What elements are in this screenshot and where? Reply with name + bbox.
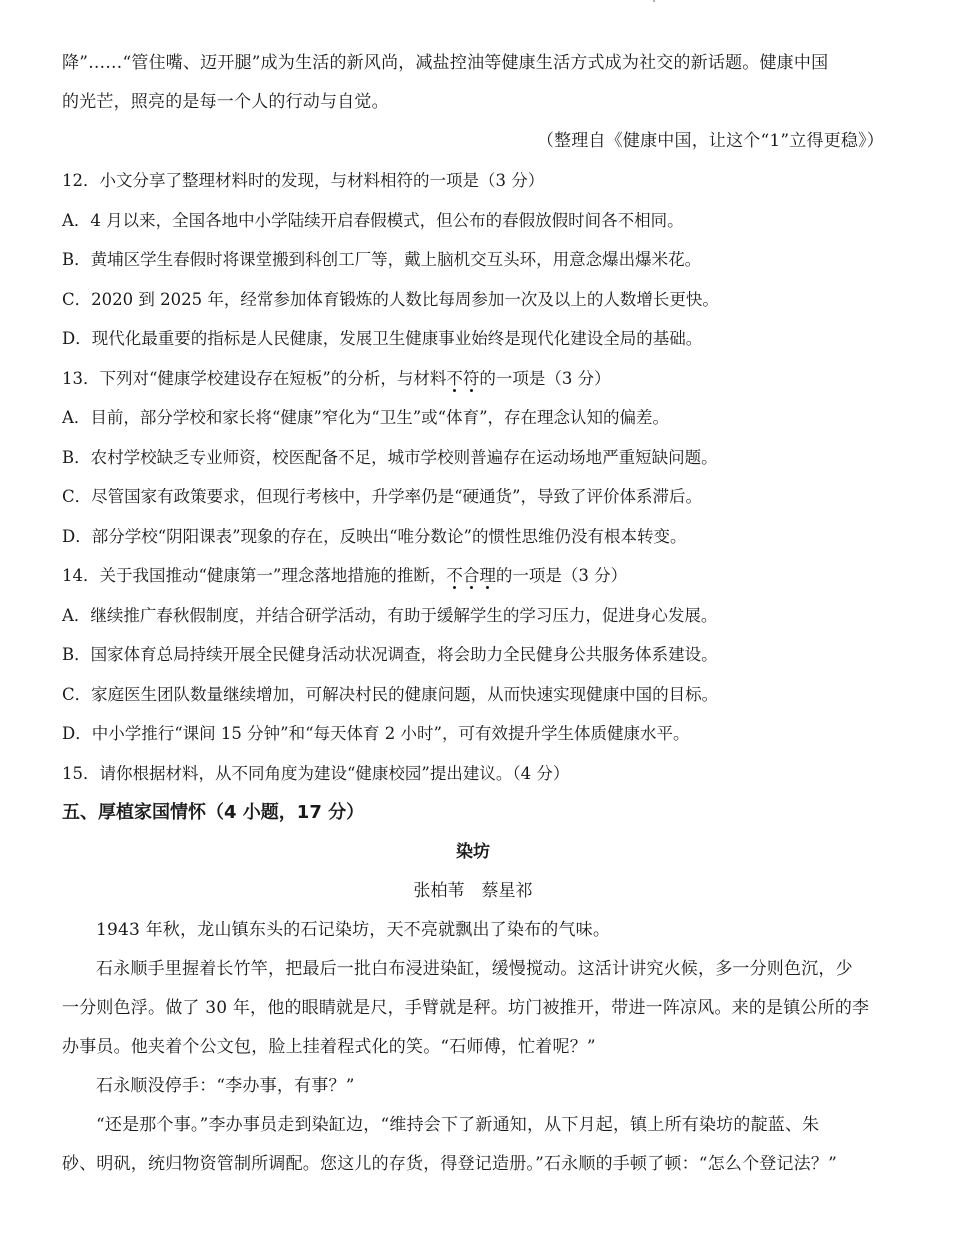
question-14-option-c: C．家庭医生团队数量继续增加，可解决村民的健康问题，从而快速实现健康中国的目标。 [62,684,719,704]
emphasis-char: 不 [446,368,463,388]
question-12-option-c: C．2020 到 2025 年，经常参加体育锻炼的人数比每周参加一次及以上的人数增长更快。 [62,289,719,309]
story-paragraph-continued: 砂、明矾，统归物资管制所调配。您这儿的存货，得登记造册。”石永顺的手顿了顿：“怎么个登记法？” [62,1154,837,1174]
story-paragraph: 石永顺没停手：“李办事，有事？” [96,1076,355,1096]
story-paragraph-continued: 办事员。他夹着个公文包，脸上挂着程式化的笑。“石师傅，忙着呢？” [62,1037,596,1057]
emphasis-char: 符 [462,368,480,388]
story-paragraph: 1943 年秋，龙山镇东头的石记染坊，天不亮就飘出了染布的气味。 [96,920,611,940]
question-13-option-c: C．尽管国家有政策要求，但现行考核中，升学率仍是“硬通货”，导致了评价体系滞后。 [62,487,702,506]
question-12-option-a: A．4 月以来，全国各地中小学陆续开启春假模式，但公布的春假放假时间各不相同。 [62,210,684,230]
stem-text: 的一项是（3 分） [495,566,628,585]
question-13-option-b: B．农村学校缺乏专业师资，校医配备不足，城市学校则普遍存在运动场地严重短缺问题。 [62,447,718,467]
story-paragraph: “还是那个事。”李办事员走到染缸边，“维持会下了新通知，从下月起，镇上所有染坊的靛蓝、朱 [96,1115,820,1135]
story-paragraph: 石永顺手里握着长竹竿，把最后一批白布浸进染缸，缓慢搅动。这活计讲究火候，多一分则色沉，少 [96,959,853,979]
section-heading: 五、厚植家国情怀（4 小题，17 分） [62,802,365,823]
passage-line: 的光芒，照亮的是每一个人的行动与自觉。 [62,92,389,112]
question-12-option-d: D．现代化最重要的指标是人民健康，发展卫生健康事业始终是现代化建设全局的基础。 [62,329,703,348]
stem-text: 13．下列对“健康学校建设存在短板”的分析，与材料 [62,368,447,388]
story-title: 染坊 [456,842,490,862]
emphasis-char: 合 [462,566,480,585]
question-14-stem [62,556,884,596]
question-13-stem [62,359,884,399]
question-13-option-a: A．目前，部分学校和家长将“健康”窄化为“卫生”或“体育”，存在理念认知的偏差。 [62,408,670,427]
question-14-option-a: A．继续推广春秋假制度，并结合研学活动，有助于缓解学生的学习压力，促进身心发展。 [62,605,718,625]
question-14-option-b: B．国家体育总局持续开展全民健身活动状况调查，将会助力全民健身公共服务体系建设。 [62,645,718,664]
question-14-option-d: D．中小学推行“课间 15 分钟”和“每天体育 2 小时”，可有效提升学生体质健康水平。 [62,724,690,743]
story-paragraph-continued: 一分则色浮。做了 30 年，他的眼睛就是尺，手臂就是秤。坊门被推开，带进一阵凉风。来的是镇公所的李 [62,998,870,1018]
stem-text: 14．关于我国推动“健康第一”理念落地措施的推断， [62,566,447,585]
stem-text: 的一项是（3 分） [479,368,611,388]
question-15-stem: 15．请你根据材料，从不同角度为建设“健康校园”提出建议。（4 分） [62,763,570,783]
question-12-option-b: B．黄埔区学生春假时将课堂搬到科创工厂等，戴上脑机交互头环，用意念爆出爆米花。 [62,250,702,269]
question-13-option-d: D．部分学校“阴阳课表”现象的存在，反映出“唯分数论”的惯性思维仍没有根本转变。 [62,526,687,546]
passage-line: 降”……“管住嘴、迈开腿”成为生活的新风尚，减盐控油等健康生活方式成为社交的新话题。健康中国 [62,53,829,73]
emphasis-char: 理 [479,566,496,585]
story-authors: 张柏苇 蔡星祁 [413,881,533,901]
passage-source: （整理自《健康中国，让这个“1”立得更稳》） [536,131,884,151]
emphasis-char: 不 [446,566,463,585]
question-12-stem: 12．小文分享了整理材料时的发现，与材料相符的一项是（3 分） [62,171,545,190]
